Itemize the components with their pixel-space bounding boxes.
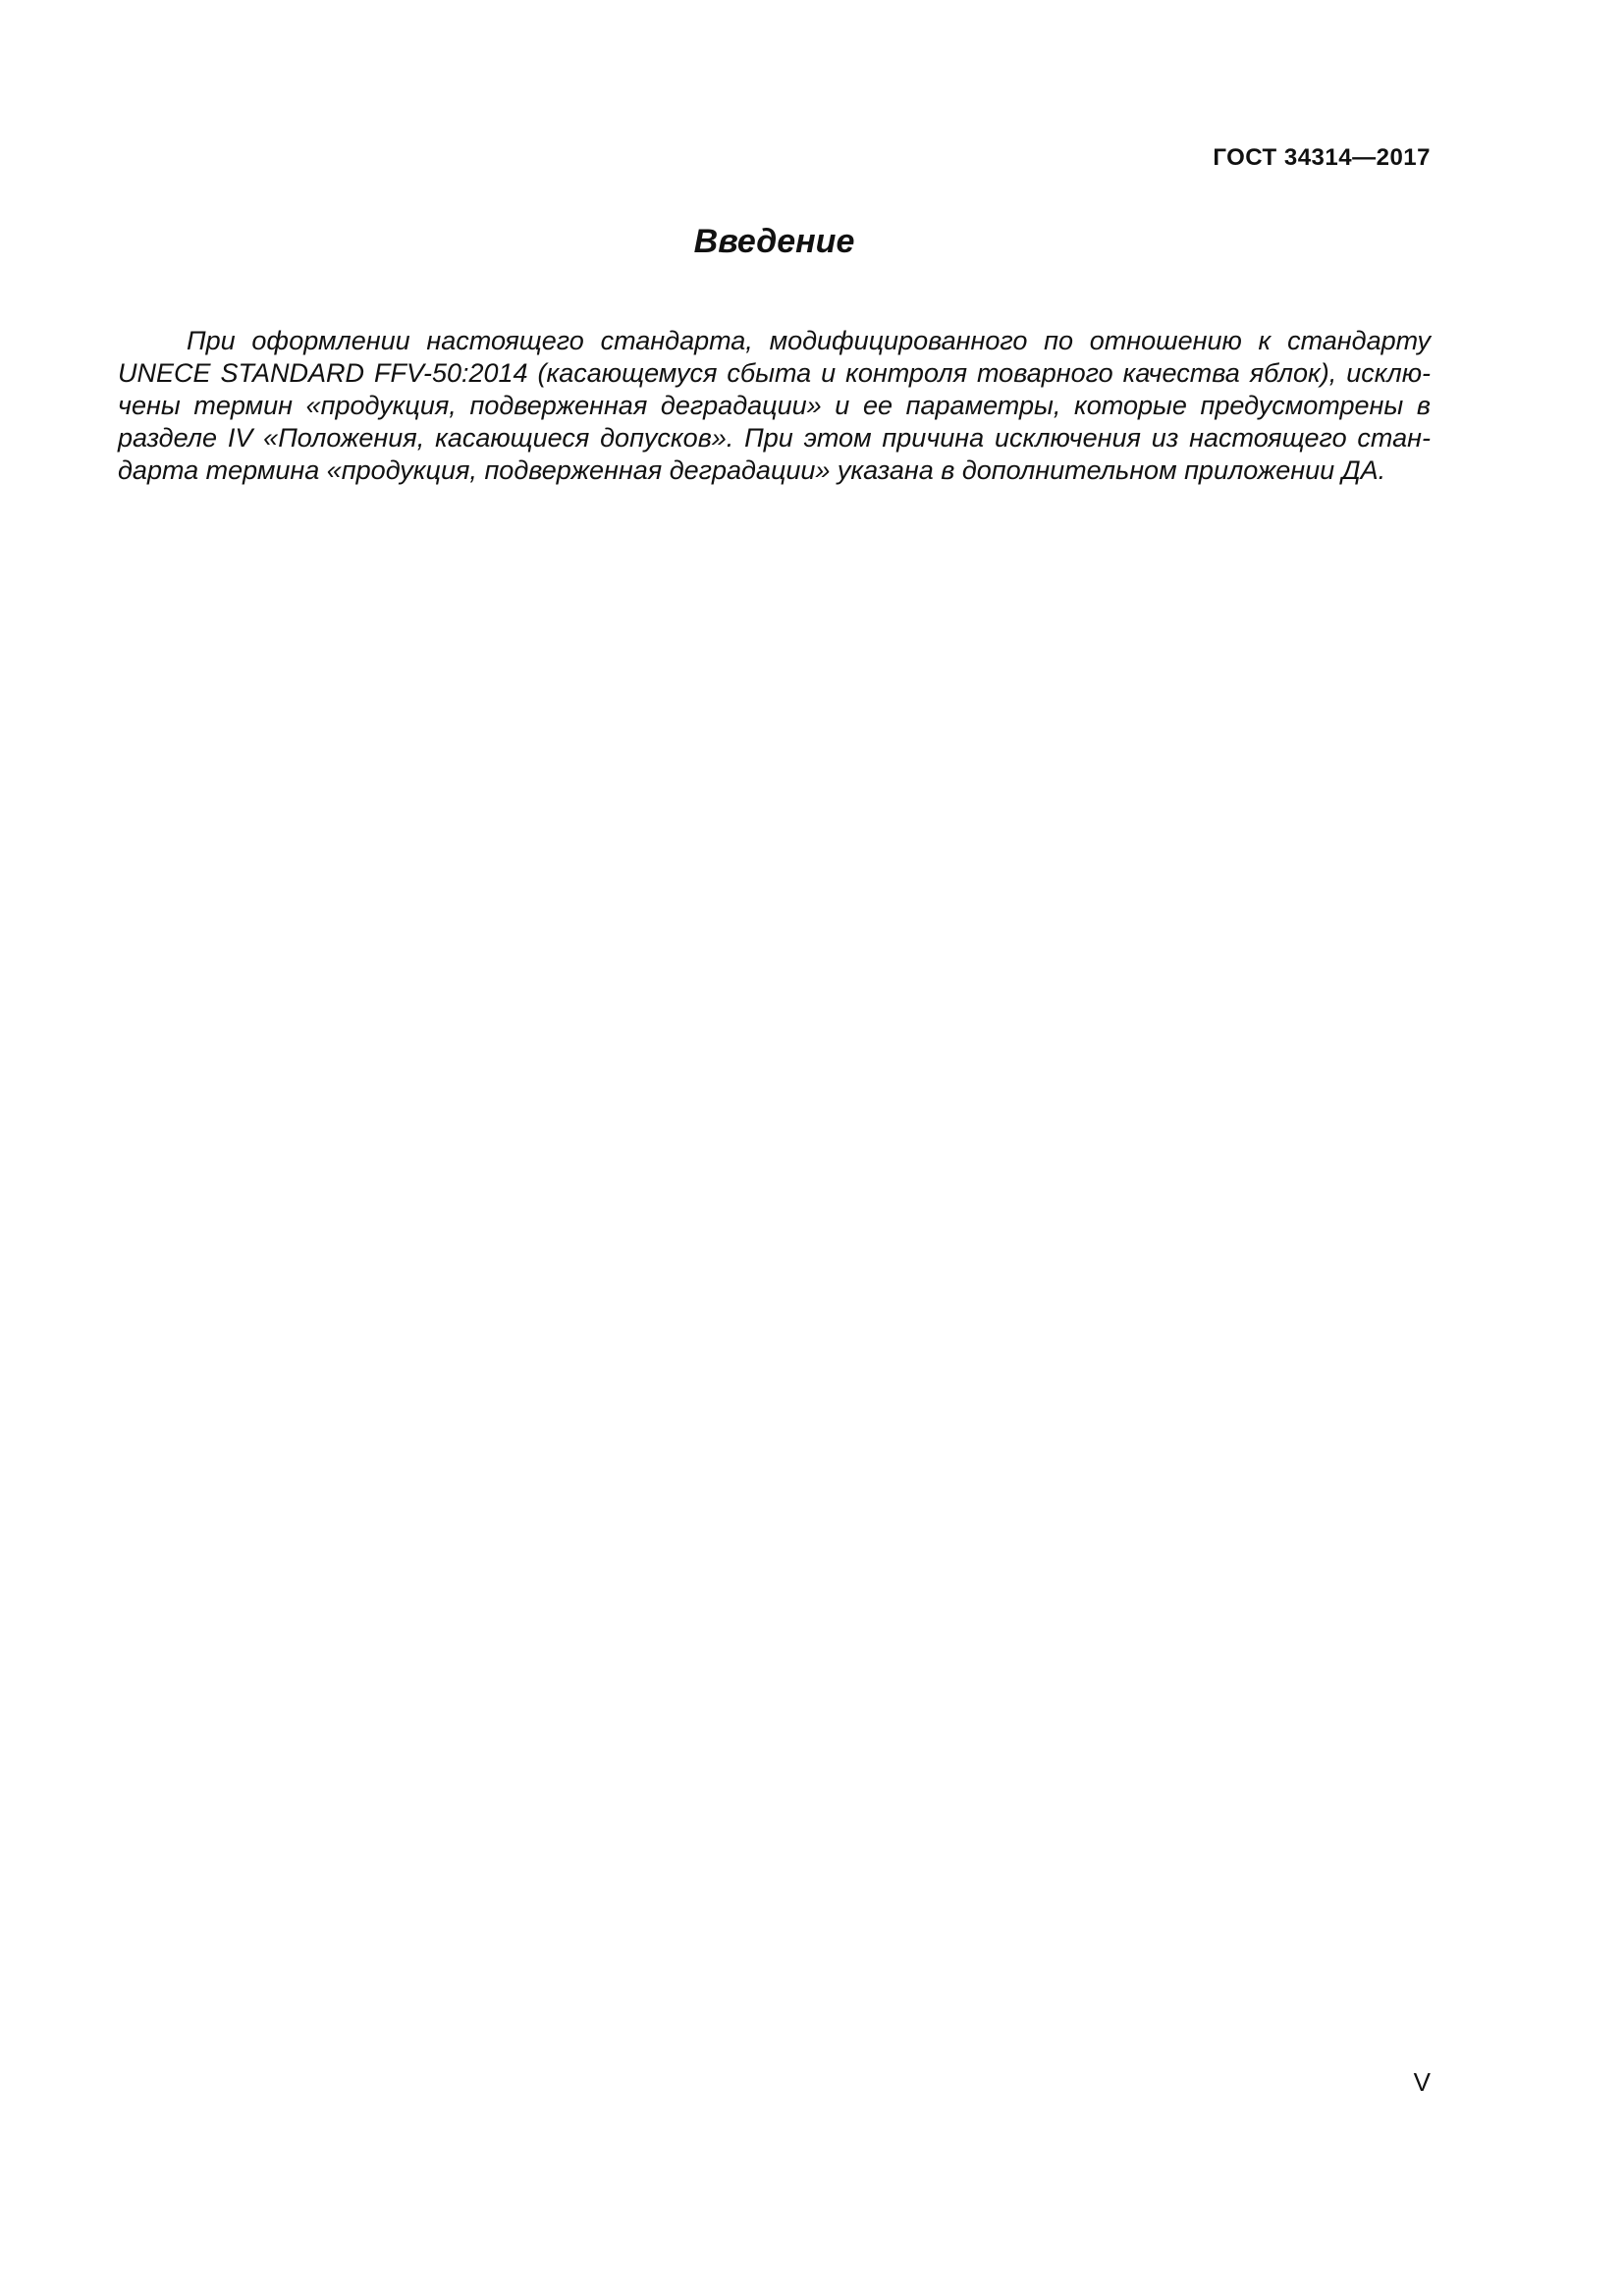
paragraph-line: UNECE STANDARD FFV-50:2014 (касающемуся сбыта и контроля товарного качества яблок), исклю- [118, 358, 1431, 388]
running-header-standard-number: ГОСТ 34314—2017 [1213, 144, 1431, 171]
page-number: V [1413, 2067, 1431, 2097]
intro-paragraph [118, 325, 1431, 487]
paragraph-line: чены термин «продукция, подверженная деградации» и ее параметры, которые предусмотрены в [118, 391, 1431, 420]
page-title: Введение [693, 223, 855, 260]
paragraph-line: При оформлении настоящего стандарта, модифицированного по отношению к стандарту [187, 326, 1431, 355]
paragraph-line: разделе IV «Положения, касающиеся допусков». При этом причина исключения из настоящего стан- [118, 423, 1431, 453]
paragraph-line: дарта термина «продукция, подверженная деградации» указана в дополнительном приложении ДА. [118, 455, 1386, 485]
